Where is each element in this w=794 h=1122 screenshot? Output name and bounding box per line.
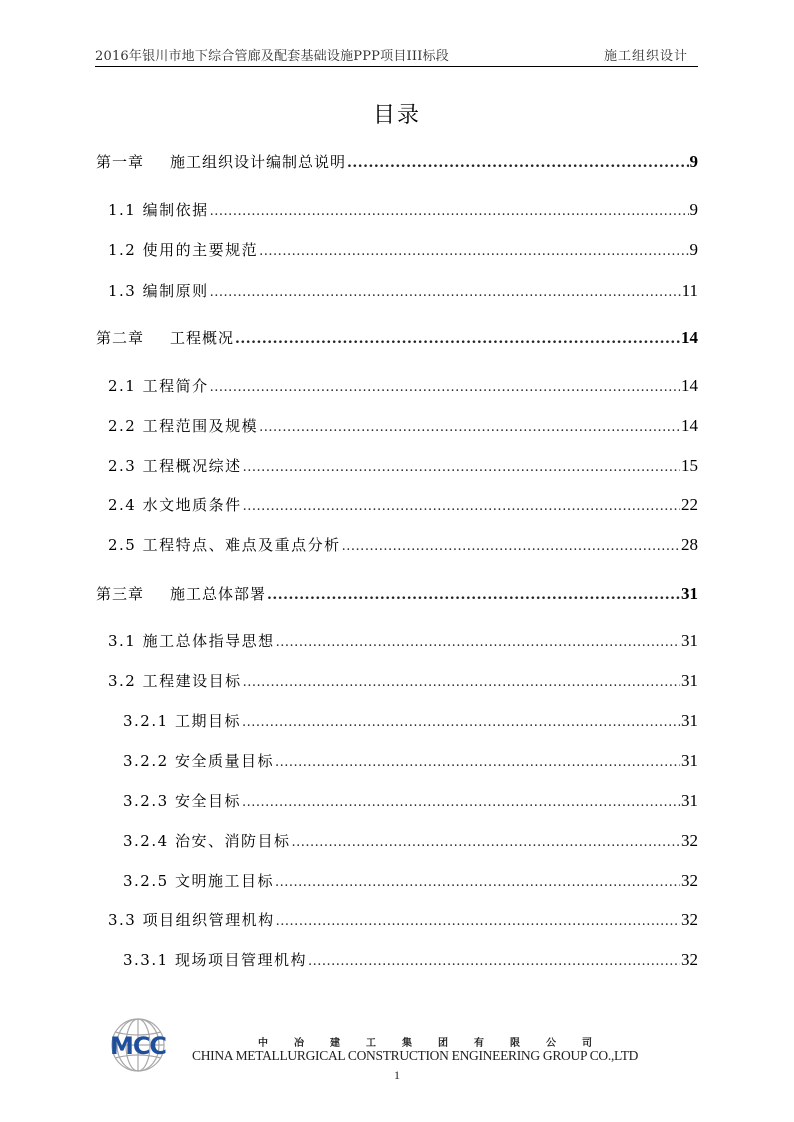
- toc-entry-number: 第二章: [96, 329, 145, 347]
- toc-section-entry[interactable]: [123, 829, 698, 853]
- company-name-chinese: 中冶建工集团有限公司: [258, 1038, 618, 1049]
- toc-page-number: 31: [681, 791, 698, 810]
- dot-leader: [243, 456, 680, 480]
- toc-entry-label: [96, 150, 346, 174]
- toc-entry-label: [123, 709, 241, 733]
- dot-leader: [210, 200, 689, 224]
- toc-entry-label: [108, 454, 242, 478]
- page-number: 1: [394, 1068, 400, 1082]
- toc-entry-number: 3.3.1: [123, 951, 169, 969]
- toc-entry-label: [96, 326, 234, 350]
- toc-section-entry[interactable]: [123, 869, 698, 893]
- toc-entry-number: 2.3: [108, 457, 137, 475]
- toc-section-entry[interactable]: [123, 749, 698, 773]
- toc-page-number: 31: [681, 751, 698, 770]
- toc-section-entry[interactable]: [108, 454, 698, 478]
- dot-leader: [210, 281, 681, 305]
- toc-section-entry[interactable]: [108, 493, 698, 517]
- dot-leader: [342, 535, 680, 559]
- toc-page-number: 32: [681, 831, 698, 850]
- toc-entry-text: 施工组织设计编制总说明: [170, 153, 347, 171]
- toc-chapter-entry[interactable]: [96, 326, 698, 350]
- toc-entry-text: 施工总体指导思想: [142, 632, 275, 650]
- toc-entry-label: [123, 948, 307, 972]
- toc-entry-text: 施工总体部署: [170, 585, 267, 603]
- toc-entry-text: 工程概况: [170, 329, 235, 347]
- toc-page-number: 15: [681, 456, 698, 475]
- toc-entry-number: 2.2: [108, 417, 137, 435]
- toc-entry-text: 工程范围及规模: [142, 417, 259, 435]
- dot-leader: [235, 327, 680, 351]
- toc-entry-text: 治安、消防目标: [174, 832, 291, 850]
- toc-section-entry[interactable]: [108, 238, 698, 262]
- company-name-english: CHINA METALLURGICAL CONSTRUCTION ENGINEERING GROUP CO.,LTD: [192, 1048, 639, 1063]
- toc-entry-number: 3.2.5: [123, 872, 169, 890]
- toc-page-number: 32: [681, 950, 698, 969]
- dot-leader: [267, 583, 680, 607]
- toc-entry-number: 3.2.1: [123, 712, 169, 730]
- toc-entry-label: [108, 533, 341, 557]
- toc-entry-number: 3.2.2: [123, 752, 169, 770]
- dot-leader: [347, 151, 688, 175]
- toc-page-number: 31: [681, 631, 698, 650]
- toc-chapter-entry[interactable]: [96, 150, 698, 174]
- toc-page-number: 31: [681, 711, 698, 730]
- toc-entry-number: 2.5: [108, 536, 137, 554]
- dot-leader: [259, 240, 688, 264]
- svg-text:MCC: MCC: [109, 1032, 167, 1060]
- toc-entry-label: [123, 749, 274, 773]
- dot-leader: [210, 376, 680, 400]
- toc-entry-label: [123, 869, 274, 893]
- toc-entry-label: [108, 198, 209, 222]
- toc-entry-text: 文明施工目标: [174, 872, 274, 890]
- toc-title: 目录: [372, 103, 421, 128]
- toc-page-number: 28: [681, 535, 698, 554]
- toc-entry-number: 3.2.4: [123, 832, 169, 850]
- toc-section-entry[interactable]: [123, 948, 698, 972]
- toc-entry-number: 1.1: [108, 201, 137, 219]
- toc-page-number: 14: [681, 328, 698, 347]
- toc-page-number: 22: [681, 495, 698, 514]
- toc-section-entry[interactable]: [108, 414, 698, 438]
- toc-section-entry[interactable]: [108, 908, 698, 932]
- dot-leader: [276, 910, 680, 934]
- toc-page-number: 32: [681, 871, 698, 890]
- toc-chapter-entry[interactable]: [96, 582, 698, 606]
- toc-entry-label: [108, 238, 258, 262]
- header-document-type: 施工组织设计: [603, 49, 688, 64]
- toc-entry-text: 编制依据: [142, 201, 209, 219]
- toc-entry-number: 2.1: [108, 377, 137, 395]
- toc-entry-number: 1.3: [108, 282, 137, 300]
- toc-entry-label: [108, 493, 242, 517]
- toc-entry-text: 安全目标: [174, 792, 241, 810]
- toc-page-number: 31: [681, 584, 698, 603]
- toc-entry-number: 3.1: [108, 632, 137, 650]
- page-header: [95, 40, 698, 67]
- toc-entry-number: 3.3: [108, 911, 137, 929]
- dot-leader: [243, 495, 680, 519]
- toc-page-number: 9: [689, 200, 698, 219]
- toc-page-number: 9: [689, 152, 698, 171]
- dot-leader: [276, 631, 680, 655]
- toc-entry-text: 工程特点、难点及重点分析: [142, 536, 341, 554]
- dot-leader: [275, 751, 680, 775]
- toc-entry-number: 第三章: [96, 585, 145, 603]
- toc-entry-text: 项目组织管理机构: [142, 911, 275, 929]
- toc-entry-label: [108, 629, 275, 653]
- toc-page-number: 14: [681, 376, 698, 395]
- toc-entry-text: 现场项目管理机构: [174, 951, 307, 969]
- toc-entry-text: 水文地质条件: [142, 496, 242, 514]
- toc-entry-label: [123, 789, 241, 813]
- header-project-title: 2016年银川市地下综合管廊及配套基础设施PPP项目III标段: [95, 49, 449, 64]
- dot-leader: [259, 416, 680, 440]
- toc-entry-number: 3.2: [108, 672, 137, 690]
- toc-entry-label: [123, 829, 290, 853]
- toc-entry-label: [96, 582, 266, 606]
- toc-entry-text: 使用的主要规范: [142, 241, 259, 259]
- toc-section-entry[interactable]: [108, 533, 698, 557]
- toc-page-number: 14: [681, 416, 698, 435]
- toc-entry-label: [108, 669, 242, 693]
- toc-entry-text: 工程建设目标: [142, 672, 242, 690]
- dot-leader: [275, 871, 680, 895]
- toc-section-entry[interactable]: [123, 709, 698, 733]
- toc-entry-text: 工期目标: [174, 712, 241, 730]
- mcc-logo-icon: [104, 1016, 172, 1074]
- toc-section-entry[interactable]: [108, 629, 698, 653]
- toc-entry-text: 工程概况综述: [142, 457, 242, 475]
- toc-entry-text: 工程简介: [142, 377, 209, 395]
- dot-leader: [291, 831, 680, 855]
- dot-leader: [308, 950, 680, 974]
- toc-page-number: 11: [681, 281, 698, 300]
- dot-leader: [242, 711, 680, 735]
- toc-entry-label: [108, 374, 209, 398]
- toc-entry-label: [108, 414, 258, 438]
- toc-section-entry[interactable]: [108, 198, 698, 222]
- toc-entry-label: [108, 279, 209, 303]
- toc-page-number: 9: [689, 240, 698, 259]
- toc-entry-number: 1.2: [108, 241, 137, 259]
- dot-leader: [243, 671, 680, 695]
- toc-section-entry[interactable]: [108, 669, 698, 693]
- toc-section-entry[interactable]: [108, 279, 698, 303]
- toc-section-entry[interactable]: [108, 374, 698, 398]
- toc-section-entry[interactable]: [123, 789, 698, 813]
- toc-entry-number: 3.2.3: [123, 792, 169, 810]
- toc-page-number: 32: [681, 910, 698, 929]
- toc-entry-number: 第一章: [96, 153, 145, 171]
- toc-entry-number: 2.4: [108, 496, 137, 514]
- toc-entry-text: 安全质量目标: [174, 752, 274, 770]
- toc-entry-label: [108, 908, 275, 932]
- dot-leader: [242, 791, 680, 815]
- toc-entry-text: 编制原则: [142, 282, 209, 300]
- toc-page-number: 31: [681, 671, 698, 690]
